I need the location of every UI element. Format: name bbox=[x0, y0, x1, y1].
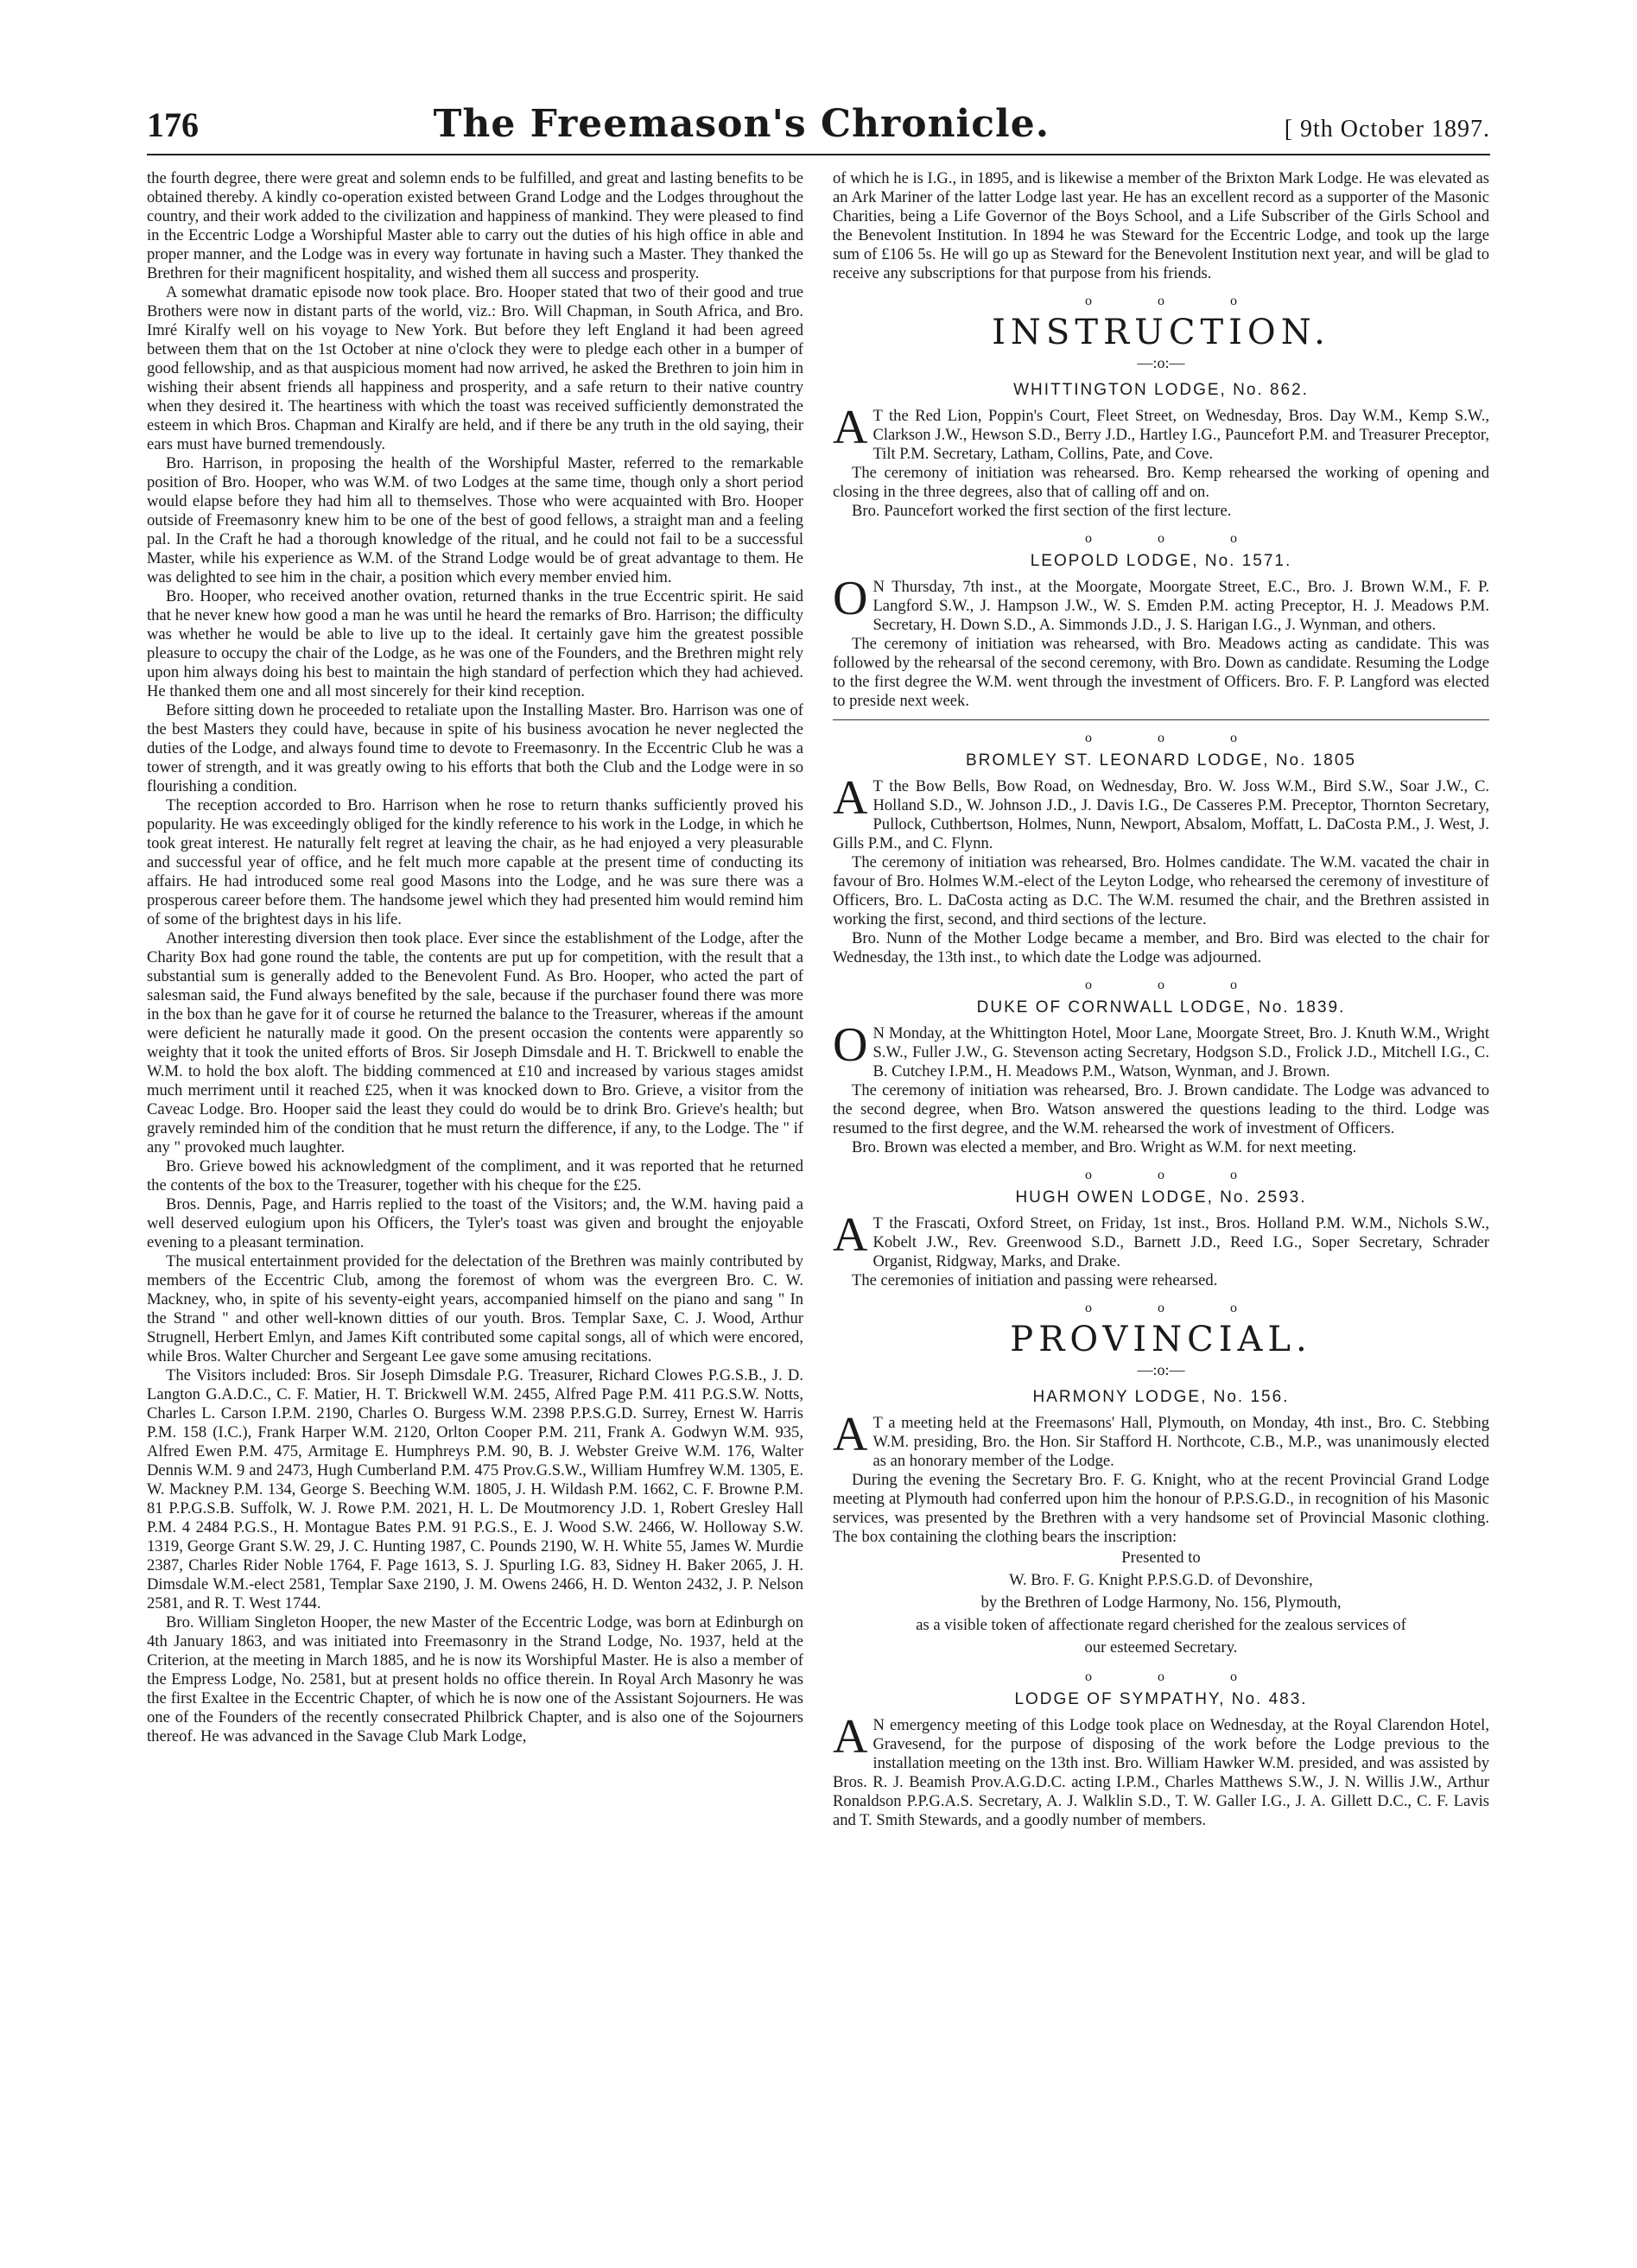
drop-cap: O bbox=[833, 1018, 868, 1072]
paragraph bbox=[833, 1710, 1489, 1830]
drop-cap: A bbox=[833, 1408, 868, 1461]
inscription-line: as a visible token of affectionate regard cherished for the zealous services of bbox=[916, 1616, 1406, 1634]
paragraph: The ceremonies of initiation and passing were rehearsed. bbox=[852, 1271, 1218, 1289]
lodge-report bbox=[833, 1188, 1489, 1290]
ornament-divider: o o o bbox=[1085, 1301, 1268, 1315]
ornament-divider: o o o bbox=[1085, 531, 1268, 546]
paragraph: The ceremony of initiation was rehearsed, Bro. Holmes candidate. The W.M. vacated the chair in favour of Bro. Holmes W.M.-elect of the Leyton Lodge, who rehearsed the ceremony of investiture of Officers, Bro. L. DaCosta acting as D.C. The W.M. resumed the chair, and the Brethren assisted in working the first, second, and third sections of the lecture. bbox=[833, 853, 1489, 928]
ornament-divider: o o o bbox=[1085, 1669, 1268, 1684]
paragraph: The ceremony of initiation was rehearsed, with Bro. Meadows acting as candidate. This was followed by the rehearsal of the second ceremony, with Bro. Down as candidate. Resuming the Lodge to the first degree the W.M. went through the investment of Officers. Bro. F. P. Langford was elected to preside next week. bbox=[833, 635, 1489, 710]
paragraph: Bro. Hooper, who received another ovation, returned thanks in the true Eccentric spirit. He said that he never knew how good a man he was until he heard the remarks of Bro. Harrison; the difficulty was whether he would be able to live up to the ideal. It certainly gave him the greatest possible pleasure to occupy the chair of the Lodge, as he was one of the Founders, and the Brethren might rely upon him always doing his best to maintain the high standard of perfection which they had achieved. He thanked them one and all most sincerely for their kind reception. bbox=[147, 587, 803, 700]
paragraph: The ceremony of initiation was rehearsed. Bro. Kemp rehearsed the working of opening and closing in the three degrees, also that of calling off and on. bbox=[833, 464, 1489, 501]
paragraph: Another interesting diversion then took place. Ever since the establishment of the Lodge, after the Charity Box had gone round the table, the contents are put up for competition, with the result that a substantial sum is generally added to the Benevolent Fund. As Bro. Hooper, who acted the part of salesman said, the Fund always benefited by the sale, because if the purchaser found there was more in the box than he gave for it of course he returned the balance to the Treasurer, whereas if the amount were deficient he naturally made it good. On the present occasion the contents were apparently so weighty that it took the united efforts of Bros. Sir Joseph Dimsdale and H. T. Brickwell to enable the W.M. to hold the box aloft. The bidding commenced at £10 and increased by various stages amidst much merriment until it reached £25, when it was knocked down to Bro. Grieve, a visitor from the Caveac Lodge. Bro. Hooper said the least they could do would be to drink Bro. Grieve's health; but gravely reminded him of the condition that he must return the difference, if any, to the Lodge. The " if any " provoked much laughter. bbox=[147, 929, 803, 1156]
ornament-divider: o o o bbox=[1085, 978, 1268, 992]
lodge-report bbox=[833, 751, 1489, 967]
drop-cap: A bbox=[833, 401, 868, 454]
lodge-report bbox=[833, 552, 1489, 711]
paragraph-text: T the Bow Bells, Bow Road, on Wednesday, Bro. W. Joss W.M., Bird S.W., Soar J.W., C. Holland S.D., W. Johnson J.D., J. Davis I.G., De Casseres P.M. Preceptor, Thornton Secretary, Pullock, Cuthbertson, Holmes, Nunn, Newport, Absalom, Moffatt, L. DaCosta P.M., J. West, J. Gills P.M., and C. Flynn. bbox=[833, 777, 1489, 852]
section-divider: —:o:— bbox=[1137, 354, 1185, 371]
lodge-title: HARMONY LODGE, No. 156. bbox=[1032, 1388, 1290, 1406]
inscription-line: by the Brethren of Lodge Harmony, No. 156, Plymouth, bbox=[980, 1593, 1342, 1612]
paragraph bbox=[833, 572, 1489, 635]
paragraph: The musical entertainment provided for the delectation of the Brethren was mainly contributed by members of the Eccentric Club, among the foremost of whom was the evergreen Bro. C. W. Mackney, who, in spite of his seventy-eight years, accompanied himself on the piano and sang " In the Strand " and other well-known ditties of our youth. Bros. Templar Saxe, C. J. Wood, Arthur Strugnell, Herbert Emlyn, and James Kift contributed some capital songs, all of which were encored, while Bros. Walter Churcher and Sergeant Lee gave some amusing recitations. bbox=[147, 1252, 803, 1365]
paragraph: Before sitting down he proceeded to retaliate upon the Installing Master. Bro. Harrison was one of the best Masters they could have, because in spite of his business avocation he never neglected the duties of the Lodge, and always found time to devote to Freemasonry. In the Eccentric Club he was a tower of strength, and it was greatly owing to his efforts that both the Club and the Lodge were in so flourishing a condition. bbox=[147, 701, 803, 795]
paragraph: The reception accorded to Bro. Harrison when he rose to return thanks sufficiently proved his popularity. He was exceedingly obliged for the kindly reference to his work in the Lodge, in which he took great interest. He naturally felt regret at leaving the chair, as he had enjoyed a very pleasurable and successful year of office, and he felt much more capable at the present time of conducting its affairs. He had introduced some real good Masons into the Lodge, and he was sure there was a prosperous career before them. The handsome jewel which they had presented him would remind him of some of the brightest days in his life. bbox=[147, 796, 803, 928]
lodge-title: LEOPOLD LODGE, No. 1571. bbox=[1030, 552, 1292, 570]
paragraph: of which he is I.G., in 1895, and is likewise a member of the Brixton Mark Lodge. He was elevated as an Ark Mariner of the latter Lodge last year. He has an excellent record as a supporter of the Masonic Charities, being a Life Governor of the Boys School, and a Life Subscriber of the Girls School and the Benevolent Institution. In 1894 he was Steward for the Eccentric Lodge, and took up the large sum of £106 5s. He will go up as Steward for the Benevolent Institution next year, and will be glad to receive any subscriptions for that purpose from his friends. bbox=[833, 169, 1489, 282]
ornament-divider: o o o bbox=[1085, 1168, 1268, 1182]
issue-date: [ 9th October 1897. bbox=[1284, 116, 1490, 143]
paragraph: Bro. Nunn of the Mother Lodge became a member, and Bro. Bird was elected to the chair for Wednesday, the 13th inst., to which date the Lodge was adjourned. bbox=[833, 929, 1489, 966]
drop-cap: O bbox=[833, 572, 868, 625]
paragraph: Bro. William Singleton Hooper, the new Master of the Eccentric Lodge, was born at Edinburgh on 4th January 1863, and was initiated into Freemasonry in the Strand Lodge, No. 1937, held at the Criterion, at the meeting in March 1885, and he is now its Worshipful Master. He is also a member of the Empress Lodge, No. 2581, but at present holds no office therein. In Royal Arch Masonry he was the first Exaltee in the Eccentric Chapter, of which he is now one of the Assistant Sojourners. He was one of the Founders of the recently consecrated Philbrick Chapter, and is also one of the Sojourners thereof. He was advanced in the Savage Club Mark Lodge, bbox=[147, 1613, 803, 1745]
lodge-title: WHITTINGTON LODGE, No. 862. bbox=[1013, 381, 1309, 399]
paragraph: Bro. Grieve bowed his acknowledgment of the compliment, and it was reported that he returned the contents of the box to the Treasurer, together with his cheque for the £25. bbox=[147, 1157, 803, 1194]
lodge-title: DUKE OF CORNWALL LODGE, No. 1839. bbox=[976, 998, 1346, 1017]
paragraph: Bro. Pauncefort worked the first section of the first lecture. bbox=[852, 502, 1232, 520]
section-heading-instruction: INSTRUCTION. bbox=[992, 313, 1330, 352]
drop-cap: A bbox=[833, 1208, 868, 1262]
paragraph: A somewhat dramatic episode now took place. Bro. Hooper stated that two of their good and true Brothers were now in distant parts of the world, viz.: Bro. Will Chapman, in South Africa, and Bro. Imré Kiralfy well on his voyage to New York. But before they left England it had been agreed between them that on the 1st October at nine o'clock they were to pledge each other in a bumper of good fellowship, and as that auspicious moment had now arrived, he asked the Brethren to join him in wishing their absent friends all happiness and prosperity, and a safe return to their native country when they desired it. The heartiness with which the toast was received sufficiently demonstrated the esteem in which Bros. Chapman and Kiralfy are held, and if there be any truth in the old saying, their ears must have burned tremendously. bbox=[147, 283, 803, 453]
left-column bbox=[147, 169, 803, 2233]
paragraph bbox=[833, 1208, 1489, 1271]
rule-divider bbox=[833, 719, 1489, 720]
inscription-line: our esteemed Secretary. bbox=[1084, 1638, 1238, 1657]
page-number: 176 bbox=[147, 105, 199, 144]
paragraph: the fourth degree, there were great and solemn ends to be fulfilled, and great and lasting benefits to be obtained thereby. A kindly co-operation existed between Grand Lodge and the Lodges throughout the country, and their work added to the civilization and happiness of mankind. They were pleased to find in the Eccentric Lodge a Worshipful Master able to carry out the duties of his high office in able and proper manner, and the Lodge was in every way fortunate in having such a Master. They thanked the Brethren for their magnificent hospitality, and wished them all success and prosperity. bbox=[147, 169, 803, 282]
article-columns bbox=[147, 169, 1490, 2233]
paragraph bbox=[833, 401, 1489, 464]
drop-cap: A bbox=[833, 1710, 868, 1764]
lodge-title: HUGH OWEN LODGE, No. 2593. bbox=[1015, 1188, 1307, 1207]
paragraph-text: N emergency meeting of this Lodge took place on Wednesday, at the Royal Clarendon Hotel, Gravesend, for the purpose of disposing of the work before the Lodge previous to the installation meeting on the 13th inst. Bro. William Hawker W.M. presided, and was assisted by Bros. R. J. Beamish Prov.A.G.D.C. acting I.P.M., Charles Matthews S.W., J. N. Willis J.W., Arthur Ronaldson P.P.G.A.S. Secretary, A. J. Walklin S.D., T. W. Galler I.G., J. A. Gillett D.C., C. F. Lavis and T. Smith Stewards, and a goodly number of members. bbox=[833, 1716, 1489, 1829]
paragraph: During the evening the Secretary Bro. F. G. Knight, who at the recent Provincial Grand Lodge meeting at Plymouth had conferred upon him the honour of P.P.S.G.D., in recognition of his Masonic services, was presented by the Brethren with a very handsome set of Provincial Masonic clothing. The box containing the clothing bears the inscription: bbox=[833, 1471, 1489, 1546]
paragraph: Bros. Dennis, Page, and Harris replied to the toast of the Visitors; and, the W.M. having paid a well deserved eulogium upon his Officers, the Tyler's toast was given and brought the enjoyable evening to a pleasant termination. bbox=[147, 1195, 803, 1251]
lodge-report bbox=[833, 998, 1489, 1157]
ornament-divider: o o o bbox=[1085, 731, 1268, 745]
section-heading-provincial: PROVINCIAL. bbox=[1010, 1320, 1312, 1359]
paragraph: Bro. Brown was elected a member, and Bro. Wright as W.M. for next meeting. bbox=[852, 1138, 1357, 1156]
masthead bbox=[147, 102, 1490, 155]
paragraph-text: N Monday, at the Whittington Hotel, Moor Lane, Moorgate Street, Bro. J. Knuth W.M., Wright S.W., Fuller J.W., G. Stevenson acting Secretary, Hodgson S.D., Frolick J.D., Mitchell I.G., C. B. Cutchey I.P.M., H. Meadows P.M., Watson, Wynman, and J. Brown. bbox=[872, 1024, 1489, 1080]
paragraph bbox=[833, 1408, 1489, 1471]
ornament-divider: o o o bbox=[1085, 294, 1268, 308]
paragraph bbox=[833, 1018, 1489, 1081]
paragraph: The ceremony of initiation was rehearsed, Bro. J. Brown candidate. The Lodge was advanced to the second degree, when Bro. Watson answered the questions leading to the third. Lodge was resumed to the first degree, and the W.M. rehearsed the work of investment of Officers. bbox=[833, 1081, 1489, 1137]
paragraph: Bro. Harrison, in proposing the health of the Worshipful Master, referred to the remarkable position of Bro. Hooper, who was W.M. of two Lodges at the same time, though only a short period would elapse before they had him all to themselves. Those who were acquainted with Bro. Hooper outside of Freemasonry knew him to be one of the best of good fellows, a straight man and a feeling pal. In the Craft he had a thorough knowledge of the ritual, and he could not fail to be a successful Master, while his experience as W.M. of the Strand Lodge would be of great advantage to them. He was delighted to see him in the chair, a position which every member envied him. bbox=[147, 454, 803, 586]
drop-cap: A bbox=[833, 771, 868, 825]
lodge-title: LODGE OF SYMPATHY, No. 483. bbox=[1014, 1690, 1308, 1708]
section-divider: —:o:— bbox=[1137, 1361, 1185, 1378]
paragraph-text: T a meeting held at the Freemasons' Hall, Plymouth, on Monday, 4th inst., Bro. C. Stebbing W.M. presiding, Bro. the Hon. Sir Stafford H. Northcote, C.B., M.P., was unanimously elected as an honorary member of the Lodge. bbox=[872, 1414, 1489, 1470]
right-column bbox=[833, 169, 1489, 2233]
visitors-list: The Visitors included: Bros. Sir Joseph Dimsdale P.G. Treasurer, Richard Clowes P.G.S.B., J. D. Langton G.A.D.C., C. F. Matier, H. T. Brickwell W.M. 2455, Alfred Page P.M. 411 P.G.S.W. Notts, Charles L. Carson I.P.M. 2190, Charles O. Burgess W.M. 2398 P.P.S.G.D. Surrey, Ernest W. Harris P.M. 158 (I.C.), Frank Harper W.M. 2120, Orlton Cooper P.M. 211, Frank A. Godwyn W.M. 935, Alfred Ewen P.M. 475, Armitage E. Humphreys P.M. 90, B. J. Webster Greive W.M. 176, Walter Dennis W.M. 9 and 2473, Hugh Cumberland P.M. 475 Prov.G.S.W., William Humfrey W.M. 1305, E. W. Mackney P.M. 134, George S. Beeching W.M. 1805, J. H. Wildash P.M. 1662, C. F. Browne P.M. 81 P.P.G.S.B. Suffolk, W. J. Rowe P.M. 2021, H. L. De Moutmorency J.D. 1, Robert Gresley Hall P.M. 4 2484 P.G.S., H. Montague Bates P.M. 91 P.G.S., E. J. Wood S.W. 2466, W. Holloway S.W. 1319, George Grant S.W. 29, J. C. Hunting 1987, C. Pounds 2190, W. H. White 55, James W. Murdie 2387, Charles Rider Noble 1764, F. Page 1613, S. J. Spurling I.G. 83, Sidney H. Baker 2065, J. H. Dimsdale W.M.-elect 2581, Templar Saxe 2190, J. M. Owens 2466, H. D. Wenton 2432, J. P. Nelson 2581, and R. T. West 1744. bbox=[147, 1366, 803, 1612]
lodge-report bbox=[833, 1388, 1489, 1659]
paragraph-text: T the Frascati, Oxford Street, on Friday, 1st inst., Bros. Holland P.M. W.M., Nichols S.W., Kobelt J.W., Rev. Greenwood S.D., Barnett J.D., Reed I.G., Soper Secretary, Schrader Organist, Ridgway, Marks, and Drake. bbox=[872, 1214, 1489, 1270]
paragraph-text: T the Red Lion, Poppin's Court, Fleet Street, on Wednesday, Bros. Day W.M., Kemp S.W., Clarkson J.W., Hewson S.D., Berry J.D., Hartley I.G., Pauncefort P.M. and Treasurer Preceptor, Tilt P.M. Secretary, Latham, Collins, Pate, and Cove. bbox=[872, 407, 1489, 463]
lodge-report bbox=[833, 1690, 1489, 1830]
inscription-line: W. Bro. F. G. Knight P.P.S.G.D. of Devonshire, bbox=[1009, 1571, 1313, 1589]
inscription-line: Presented to bbox=[1121, 1549, 1201, 1567]
lodge-title: BROMLEY ST. LEONARD LODGE, No. 1805 bbox=[966, 751, 1356, 770]
paper-title: The Freemason's Chronicle. bbox=[433, 102, 1050, 146]
lodge-report bbox=[833, 381, 1489, 521]
paragraph bbox=[833, 771, 1489, 853]
paragraph-text: N Thursday, 7th inst., at the Moorgate, Moorgate Street, E.C., Bro. J. Brown W.M., F. P. Langford S.W., J. Hampson J.W., W. S. Emden P.M. acting Preceptor, H. J. Meadows P.M. Secretary, H. Down S.D., A. Simmonds J.D., J. S. Harigan I.G., J. Wynman, and others. bbox=[872, 578, 1489, 634]
